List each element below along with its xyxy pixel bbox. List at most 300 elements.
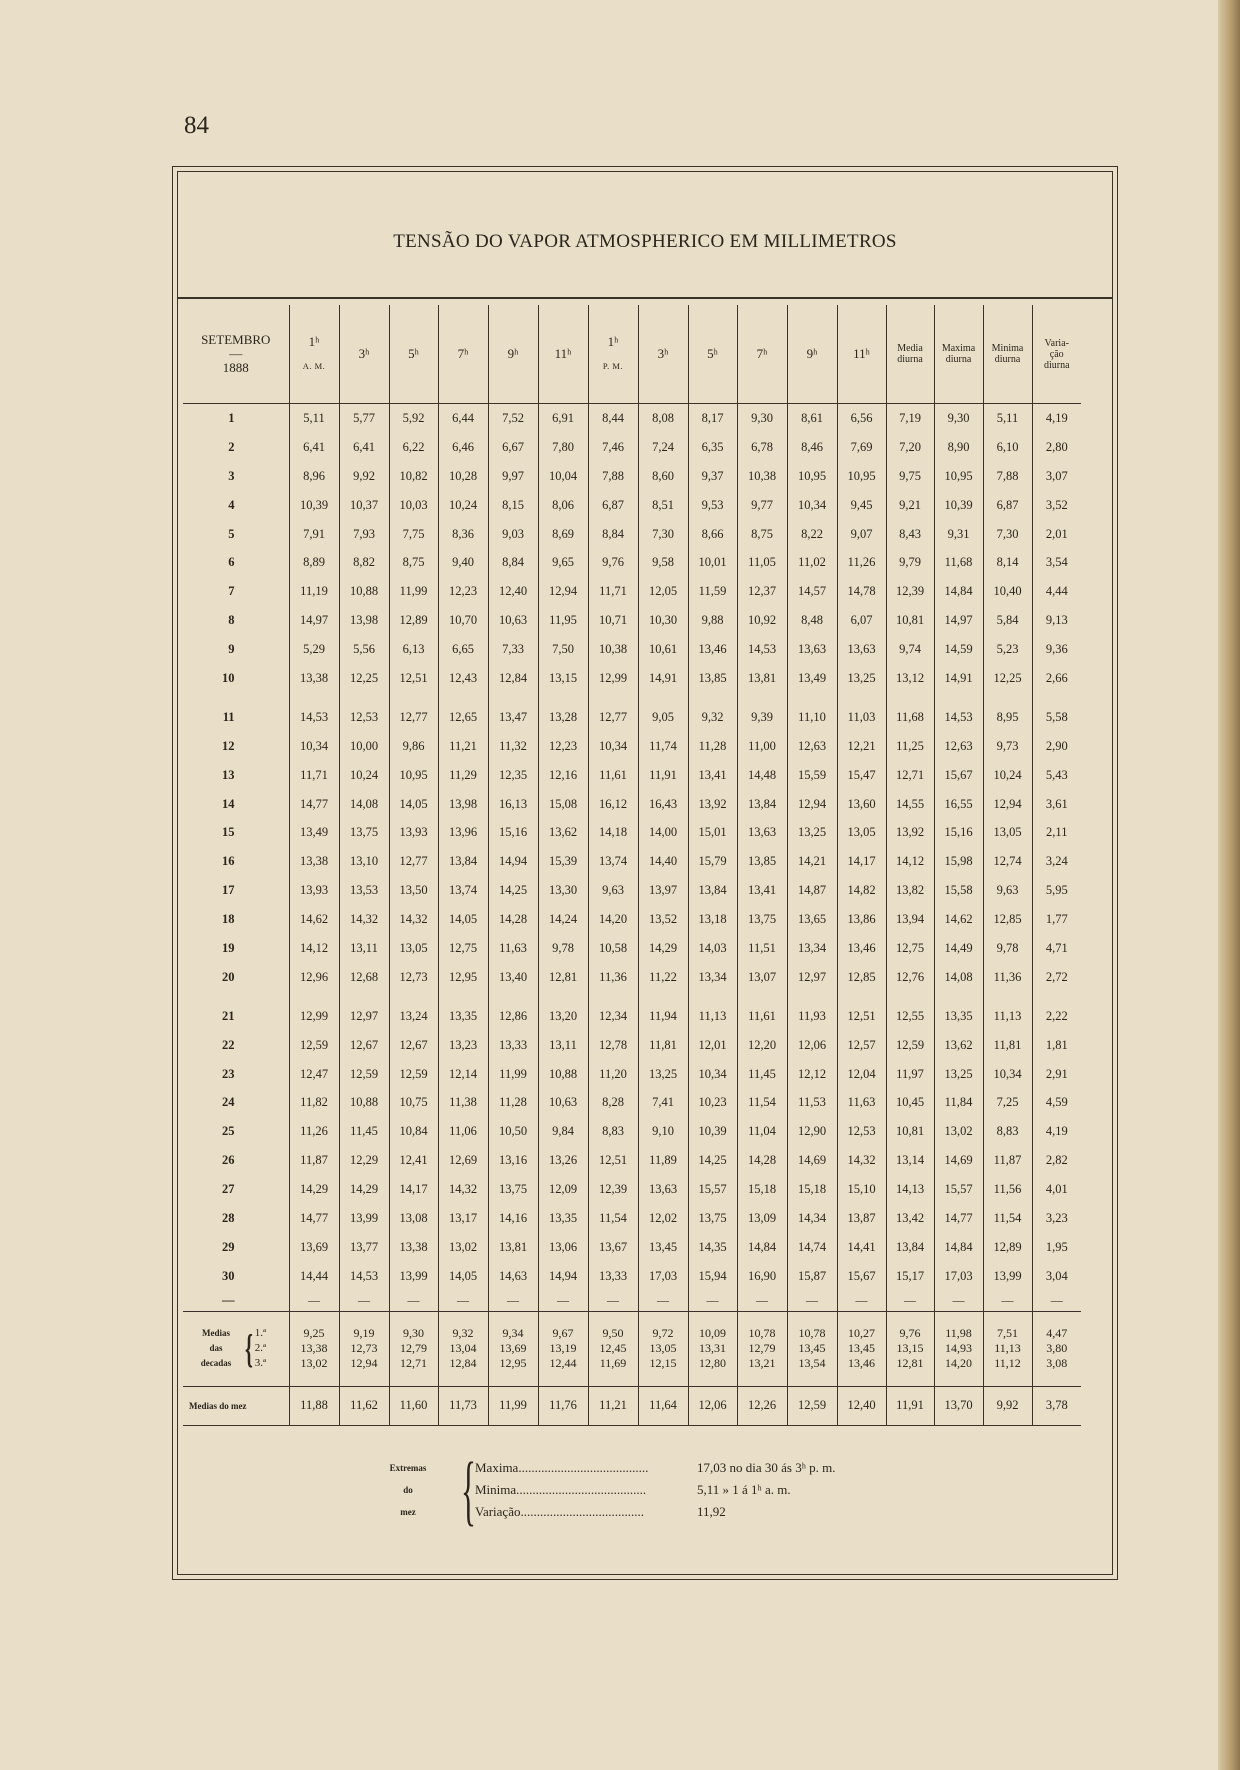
value-cell: 11,29 [438, 761, 488, 790]
value-cell: 16,43 [638, 790, 688, 819]
value-cell: 15,67 [837, 1262, 886, 1291]
value-cell: 15,94 [688, 1262, 737, 1291]
value-cell: 12,90 [787, 1117, 837, 1146]
day-cell: 12 [222, 738, 235, 753]
decade-mark: 1.ª [254, 1327, 267, 1340]
value-cell: 14,29 [289, 1175, 339, 1204]
decade-mean: 12,81 [896, 1356, 924, 1371]
value-cell: 12,25 [339, 664, 389, 693]
value-cell: 8,95 [983, 703, 1032, 732]
value-cell: 13,45 [638, 1233, 688, 1262]
hour-label: 3ʰ [657, 346, 669, 361]
month-means-label: Medias do mez [183, 1386, 289, 1425]
value-cell: 14,91 [638, 664, 688, 693]
decade-mean: 3,80 [1046, 1341, 1068, 1356]
value-cell: 9,92 [339, 462, 389, 491]
gap-cell [438, 693, 488, 703]
value-cell: 3,52 [1032, 491, 1081, 520]
gap-cell [886, 992, 934, 1002]
day-cell: 11 [222, 709, 235, 724]
value-cell: 16,90 [737, 1262, 787, 1291]
hour-header [289, 305, 339, 404]
value-cell: 3,24 [1032, 847, 1081, 876]
value-cell: 6,41 [289, 433, 339, 462]
table-row [183, 963, 1081, 992]
value-cell: 10,63 [538, 1088, 588, 1117]
value-cell: 12,59 [886, 1031, 934, 1060]
value-cell: 9,07 [837, 520, 886, 549]
day-cell: 17 [222, 883, 235, 898]
day-cell: 28 [222, 1210, 235, 1225]
value-cell: 10,24 [438, 491, 488, 520]
value-cell: 12,53 [339, 703, 389, 732]
value-cell: 11,05 [737, 548, 787, 577]
decade-mean: 7,51 [997, 1326, 1018, 1341]
value-cell: 12,40 [488, 577, 538, 606]
value-cell: 9,79 [886, 548, 934, 577]
value-cell: 7,88 [588, 462, 638, 491]
value-cell: 13,05 [983, 818, 1032, 847]
value-cell: 10,95 [787, 462, 837, 491]
decade-mean: 13,69 [499, 1341, 527, 1356]
value-cell: 14,63 [488, 1262, 538, 1291]
value-cell: 14,97 [289, 606, 339, 635]
gap-cell [787, 992, 837, 1002]
value-cell: 13,33 [488, 1031, 538, 1060]
table-row [183, 1204, 1081, 1233]
value-cell: 11,68 [934, 548, 983, 577]
value-cell: 13,53 [339, 876, 389, 905]
value-cell: 10,84 [389, 1117, 438, 1146]
value-cell: 14,77 [289, 790, 339, 819]
decade-mean: 10,78 [798, 1326, 826, 1341]
value-cell: 13,10 [339, 847, 389, 876]
value-cell: 9,10 [638, 1117, 688, 1146]
value-cell: 12,99 [588, 664, 638, 693]
value-cell: 1,77 [1032, 905, 1081, 934]
value-cell: 10,58 [588, 934, 638, 963]
page-edge [1218, 0, 1240, 1770]
decade-mean: 9,72 [652, 1326, 674, 1341]
gap-cell [289, 693, 339, 703]
table-row [183, 491, 1081, 520]
decade-mean: 10,27 [848, 1326, 875, 1341]
day-cell: 23 [222, 1066, 235, 1081]
value-cell: 13,86 [837, 905, 886, 934]
decade-marks [255, 1326, 266, 1371]
value-cell: 11,71 [588, 577, 638, 606]
value-cell: 14,41 [837, 1233, 886, 1262]
table-row [183, 606, 1081, 635]
decade-gap [183, 693, 1081, 703]
decade-mean: 12,79 [748, 1341, 776, 1356]
value-cell: 8,43 [886, 520, 934, 549]
gap-cell [837, 693, 886, 703]
value-cell: 11,82 [289, 1088, 339, 1117]
value-cell: 12,51 [837, 1002, 886, 1031]
decade-mean: 12,94 [350, 1356, 378, 1371]
decade-mean: 12,44 [549, 1356, 577, 1371]
value-cell: 11,81 [983, 1031, 1032, 1060]
hour-header [438, 305, 488, 404]
pm-label: P. M. [602, 361, 624, 371]
month-mean-cell: 11,64 [638, 1386, 688, 1425]
value-cell: 14,35 [688, 1233, 737, 1262]
maxima-label: Maxima [941, 343, 976, 354]
value-cell: 13,23 [438, 1031, 488, 1060]
extreme-value: 17,03 no dia 30 ás 3ʰ p. m. [697, 1460, 836, 1475]
value-cell: 11,61 [737, 1002, 787, 1031]
day-cell: 6 [228, 555, 235, 570]
value-cell: 8,84 [588, 520, 638, 549]
value-cell: 12,51 [588, 1146, 638, 1175]
value-cell: 10,70 [438, 606, 488, 635]
value-cell: 3,23 [1032, 1204, 1081, 1233]
value-cell: 6,10 [983, 433, 1032, 462]
value-cell: 12,71 [886, 761, 934, 790]
value-cell: 12,47 [289, 1060, 339, 1089]
decade-means-cell [787, 1311, 837, 1386]
value-cell: 14,62 [289, 905, 339, 934]
value-cell: 12,89 [983, 1233, 1032, 1262]
value-cell: 10,34 [289, 732, 339, 761]
value-cell: 12,73 [389, 963, 438, 992]
decade-mean: 13,46 [848, 1356, 875, 1371]
dash-cell: — [787, 1291, 837, 1312]
value-cell: 13,50 [389, 876, 438, 905]
decade-means-cell [339, 1311, 389, 1386]
value-cell: 12,74 [983, 847, 1032, 876]
value-cell: 11,99 [488, 1060, 538, 1089]
value-cell: 12,96 [289, 963, 339, 992]
hour-label: 7ʰ [756, 346, 768, 361]
value-cell: 7,30 [983, 520, 1032, 549]
day-cell: 22 [222, 1037, 235, 1052]
decade-means-cell [438, 1311, 488, 1386]
value-cell: 12,78 [588, 1031, 638, 1060]
value-cell: 11,97 [886, 1060, 934, 1089]
value-cell: 12,77 [389, 703, 438, 732]
value-cell: 14,84 [737, 1233, 787, 1262]
decade-mean: 13,04 [449, 1341, 477, 1356]
table-row [183, 433, 1081, 462]
value-cell: 13,63 [787, 635, 837, 664]
value-cell: 11,26 [837, 548, 886, 577]
value-cell: 3,54 [1032, 548, 1081, 577]
extremes-brace: { [461, 1446, 476, 1533]
gap-cell [737, 992, 787, 1002]
value-cell: 11,04 [737, 1117, 787, 1146]
value-cell: 6,56 [837, 404, 886, 433]
value-cell: 2,80 [1032, 433, 1081, 462]
value-cell: 13,40 [488, 963, 538, 992]
gap-cell [389, 693, 438, 703]
value-cell: 11,28 [488, 1088, 538, 1117]
value-cell: 15,57 [688, 1175, 737, 1204]
value-cell: 13,81 [737, 664, 787, 693]
table-row [183, 876, 1081, 905]
dash-cell: — [737, 1291, 787, 1312]
decade-means-label [183, 1311, 289, 1386]
value-cell: 9,78 [538, 934, 588, 963]
value-cell: 6,65 [438, 635, 488, 664]
month-mean-cell: 11,88 [289, 1386, 339, 1425]
value-cell: 13,69 [289, 1233, 339, 1262]
media-label: Media [897, 343, 923, 354]
value-cell: 13,25 [837, 664, 886, 693]
value-cell: 6,07 [837, 606, 886, 635]
value-cell: 10,23 [688, 1088, 737, 1117]
value-cell: 11,63 [837, 1088, 886, 1117]
month-extremes [353, 1446, 1113, 1547]
variacao-label-3: diurna [1043, 359, 1070, 371]
dash-cell: — [886, 1291, 934, 1312]
decade-means-cell [886, 1311, 934, 1386]
value-cell: 13,74 [438, 876, 488, 905]
value-cell: 13,41 [688, 761, 737, 790]
value-cell: 12,25 [983, 664, 1032, 693]
value-cell: 15,39 [538, 847, 588, 876]
decade-mean: 11,69 [599, 1356, 627, 1371]
maxima-header [934, 305, 983, 404]
value-cell: 13,99 [389, 1262, 438, 1291]
value-cell: 5,11 [983, 404, 1032, 433]
value-cell: 6,35 [688, 433, 737, 462]
decade-words [189, 1326, 243, 1371]
decade-mean: 12,84 [449, 1356, 477, 1371]
day-cell: 1 [183, 404, 289, 433]
decade-mark: 3.ª [254, 1357, 267, 1370]
variacao-label: Varia- [1044, 337, 1069, 349]
decade-brace: { [244, 1325, 253, 1371]
gap-cell [886, 693, 934, 703]
value-cell: 5,84 [983, 606, 1032, 635]
value-cell: 14,00 [638, 818, 688, 847]
value-cell: 2,01 [1032, 520, 1081, 549]
decade-means-cell [488, 1311, 538, 1386]
value-cell: 13,84 [688, 876, 737, 905]
value-cell: 12,20 [737, 1031, 787, 1060]
gap-cell [339, 693, 389, 703]
value-cell: 13,25 [638, 1060, 688, 1089]
decade-mean: 10,09 [699, 1326, 726, 1341]
value-cell: 13,98 [339, 606, 389, 635]
value-cell: 8,44 [588, 404, 638, 433]
decade-mean: 3,08 [1046, 1356, 1068, 1371]
value-cell: 2,91 [1032, 1060, 1081, 1089]
value-cell: 12,05 [638, 577, 688, 606]
value-cell: 2,66 [1032, 664, 1081, 693]
hour-label: 11ʰ [853, 346, 870, 361]
decade-mean: 10,78 [748, 1326, 776, 1341]
value-cell: 13,35 [538, 1204, 588, 1233]
value-cell: 8,48 [787, 606, 837, 635]
value-cell: 8,96 [289, 462, 339, 491]
decade-mean: 12,45 [599, 1341, 627, 1356]
decade-word: decadas [200, 1358, 232, 1369]
value-cell: 14,17 [389, 1175, 438, 1204]
value-cell: 13,84 [438, 847, 488, 876]
decade-mean: 9,19 [353, 1326, 375, 1341]
value-cell: 8,14 [983, 548, 1032, 577]
value-cell: 8,83 [588, 1117, 638, 1146]
value-cell: 14,05 [389, 790, 438, 819]
value-cell: 6,87 [983, 491, 1032, 520]
value-cell: 10,00 [339, 732, 389, 761]
value-cell: 7,50 [538, 635, 588, 664]
month-dash: — [229, 346, 243, 361]
value-cell: 10,88 [339, 1088, 389, 1117]
value-cell: 5,56 [339, 635, 389, 664]
value-cell: 13,14 [886, 1146, 934, 1175]
decade-means-cell [1032, 1311, 1081, 1386]
value-cell: 11,22 [638, 963, 688, 992]
dash-row [183, 1291, 1081, 1312]
value-cell: 7,30 [638, 520, 688, 549]
value-cell: 9,77 [737, 491, 787, 520]
value-cell: 11,91 [638, 761, 688, 790]
value-cell: 13,18 [688, 905, 737, 934]
value-cell: 13,46 [837, 934, 886, 963]
table-title: TENSÃO DO VAPOR ATMOSPHERICO EM MILLIMETROS [393, 231, 897, 252]
dash-cell: — [934, 1291, 983, 1312]
value-cell: 9,30 [737, 404, 787, 433]
value-cell: 15,67 [934, 761, 983, 790]
decade-means-cell [289, 1311, 339, 1386]
gap-cell [737, 693, 787, 703]
value-cell: 5,43 [1032, 761, 1081, 790]
decade-mean: 4,47 [1046, 1326, 1068, 1341]
day-cell: 20 [222, 969, 235, 984]
day-cell: 21 [222, 1008, 235, 1023]
value-cell: 13,93 [389, 818, 438, 847]
dash-cell: — [289, 1291, 339, 1312]
value-cell: 12,95 [438, 963, 488, 992]
day-cell: 9 [228, 642, 235, 657]
hour-header [339, 305, 389, 404]
value-cell: 11,56 [983, 1175, 1032, 1204]
decade-means-cell [983, 1311, 1032, 1386]
decade-mean: 13,45 [798, 1341, 826, 1356]
decade-mean: 13,05 [649, 1341, 677, 1356]
value-cell: 14,59 [934, 635, 983, 664]
value-cell: 13,46 [688, 635, 737, 664]
value-cell: 6,87 [588, 491, 638, 520]
value-cell: 14,78 [837, 577, 886, 606]
dash-cell: — [538, 1291, 588, 1312]
decade-mean: 9,50 [602, 1326, 624, 1341]
value-cell: 13,30 [538, 876, 588, 905]
value-cell: 7,80 [538, 433, 588, 462]
value-cell: 11,10 [787, 703, 837, 732]
value-cell: 15,87 [787, 1262, 837, 1291]
value-cell: 15,16 [488, 818, 538, 847]
value-cell: 11,06 [438, 1117, 488, 1146]
month-means-row [183, 1386, 1081, 1425]
value-cell: 10,92 [737, 606, 787, 635]
value-cell: 10,81 [886, 1117, 934, 1146]
value-cell: 12,29 [339, 1146, 389, 1175]
value-cell: 6,91 [538, 404, 588, 433]
value-cell: 14,20 [588, 905, 638, 934]
decade-label-block [189, 1326, 289, 1371]
value-cell: 7,88 [983, 462, 1032, 491]
value-cell: 3,07 [1032, 462, 1081, 491]
decade-mean: 9,25 [303, 1326, 325, 1341]
value-cell: 12,59 [339, 1060, 389, 1089]
decade-mean: 12,15 [649, 1356, 677, 1371]
decade-mean: 13,38 [300, 1341, 328, 1356]
value-cell: 9,74 [886, 635, 934, 664]
day-cell: 19 [222, 940, 235, 955]
table-row [183, 1146, 1081, 1175]
table-row [183, 761, 1081, 790]
month-mean-cell: 13,70 [934, 1386, 983, 1425]
value-cell: 13,25 [787, 818, 837, 847]
decade-means-cell [934, 1311, 983, 1386]
value-cell: 14,74 [787, 1233, 837, 1262]
hour-header [538, 305, 588, 404]
value-cell: 13,75 [488, 1175, 538, 1204]
value-cell: 2,82 [1032, 1146, 1081, 1175]
value-cell: 11,54 [588, 1204, 638, 1233]
value-cell: 8,69 [538, 520, 588, 549]
extreme-minima [475, 1479, 791, 1501]
value-cell: 12,16 [538, 761, 588, 790]
value-cell: 9,36 [1032, 635, 1081, 664]
value-cell: 11,36 [983, 963, 1032, 992]
value-cell: 10,01 [688, 548, 737, 577]
gap-cell [183, 992, 289, 1002]
dash-cell: — [222, 1293, 235, 1308]
decade-mean: 11,98 [945, 1326, 972, 1341]
value-cell: 12,68 [339, 963, 389, 992]
decade-means-cell [588, 1311, 638, 1386]
value-cell: 14,21 [787, 847, 837, 876]
value-cell: 10,39 [934, 491, 983, 520]
value-cell: 15,18 [787, 1175, 837, 1204]
value-cell: 10,88 [339, 577, 389, 606]
value-cell: 13,16 [488, 1146, 538, 1175]
value-cell: 11,38 [438, 1088, 488, 1117]
dash-cell: — [837, 1291, 886, 1312]
value-cell: 8,06 [538, 491, 588, 520]
decade-mean: 12,80 [699, 1356, 726, 1371]
page-number: 84 [184, 112, 209, 139]
value-cell: 12,75 [438, 934, 488, 963]
value-cell: 11,13 [688, 1002, 737, 1031]
value-cell: 12,43 [438, 664, 488, 693]
value-cell: 13,38 [389, 1233, 438, 1262]
value-cell: 13,77 [339, 1233, 389, 1262]
table-body [183, 404, 1081, 1426]
value-cell: 11,45 [339, 1117, 389, 1146]
value-cell: 14,84 [934, 577, 983, 606]
value-cell: 14,24 [538, 905, 588, 934]
day-cell: 27 [222, 1182, 235, 1197]
value-cell: 14,08 [934, 963, 983, 992]
value-cell: 10,28 [438, 462, 488, 491]
value-cell: 11,95 [538, 606, 588, 635]
value-cell: 12,85 [837, 963, 886, 992]
decade-mean: 13,45 [848, 1341, 875, 1356]
value-cell: 11,59 [688, 577, 737, 606]
value-cell: 8,82 [339, 548, 389, 577]
dash-cell: — [488, 1291, 538, 1312]
value-cell: 12,97 [787, 963, 837, 992]
value-cell: 11,36 [588, 963, 638, 992]
value-cell: 11,84 [934, 1088, 983, 1117]
